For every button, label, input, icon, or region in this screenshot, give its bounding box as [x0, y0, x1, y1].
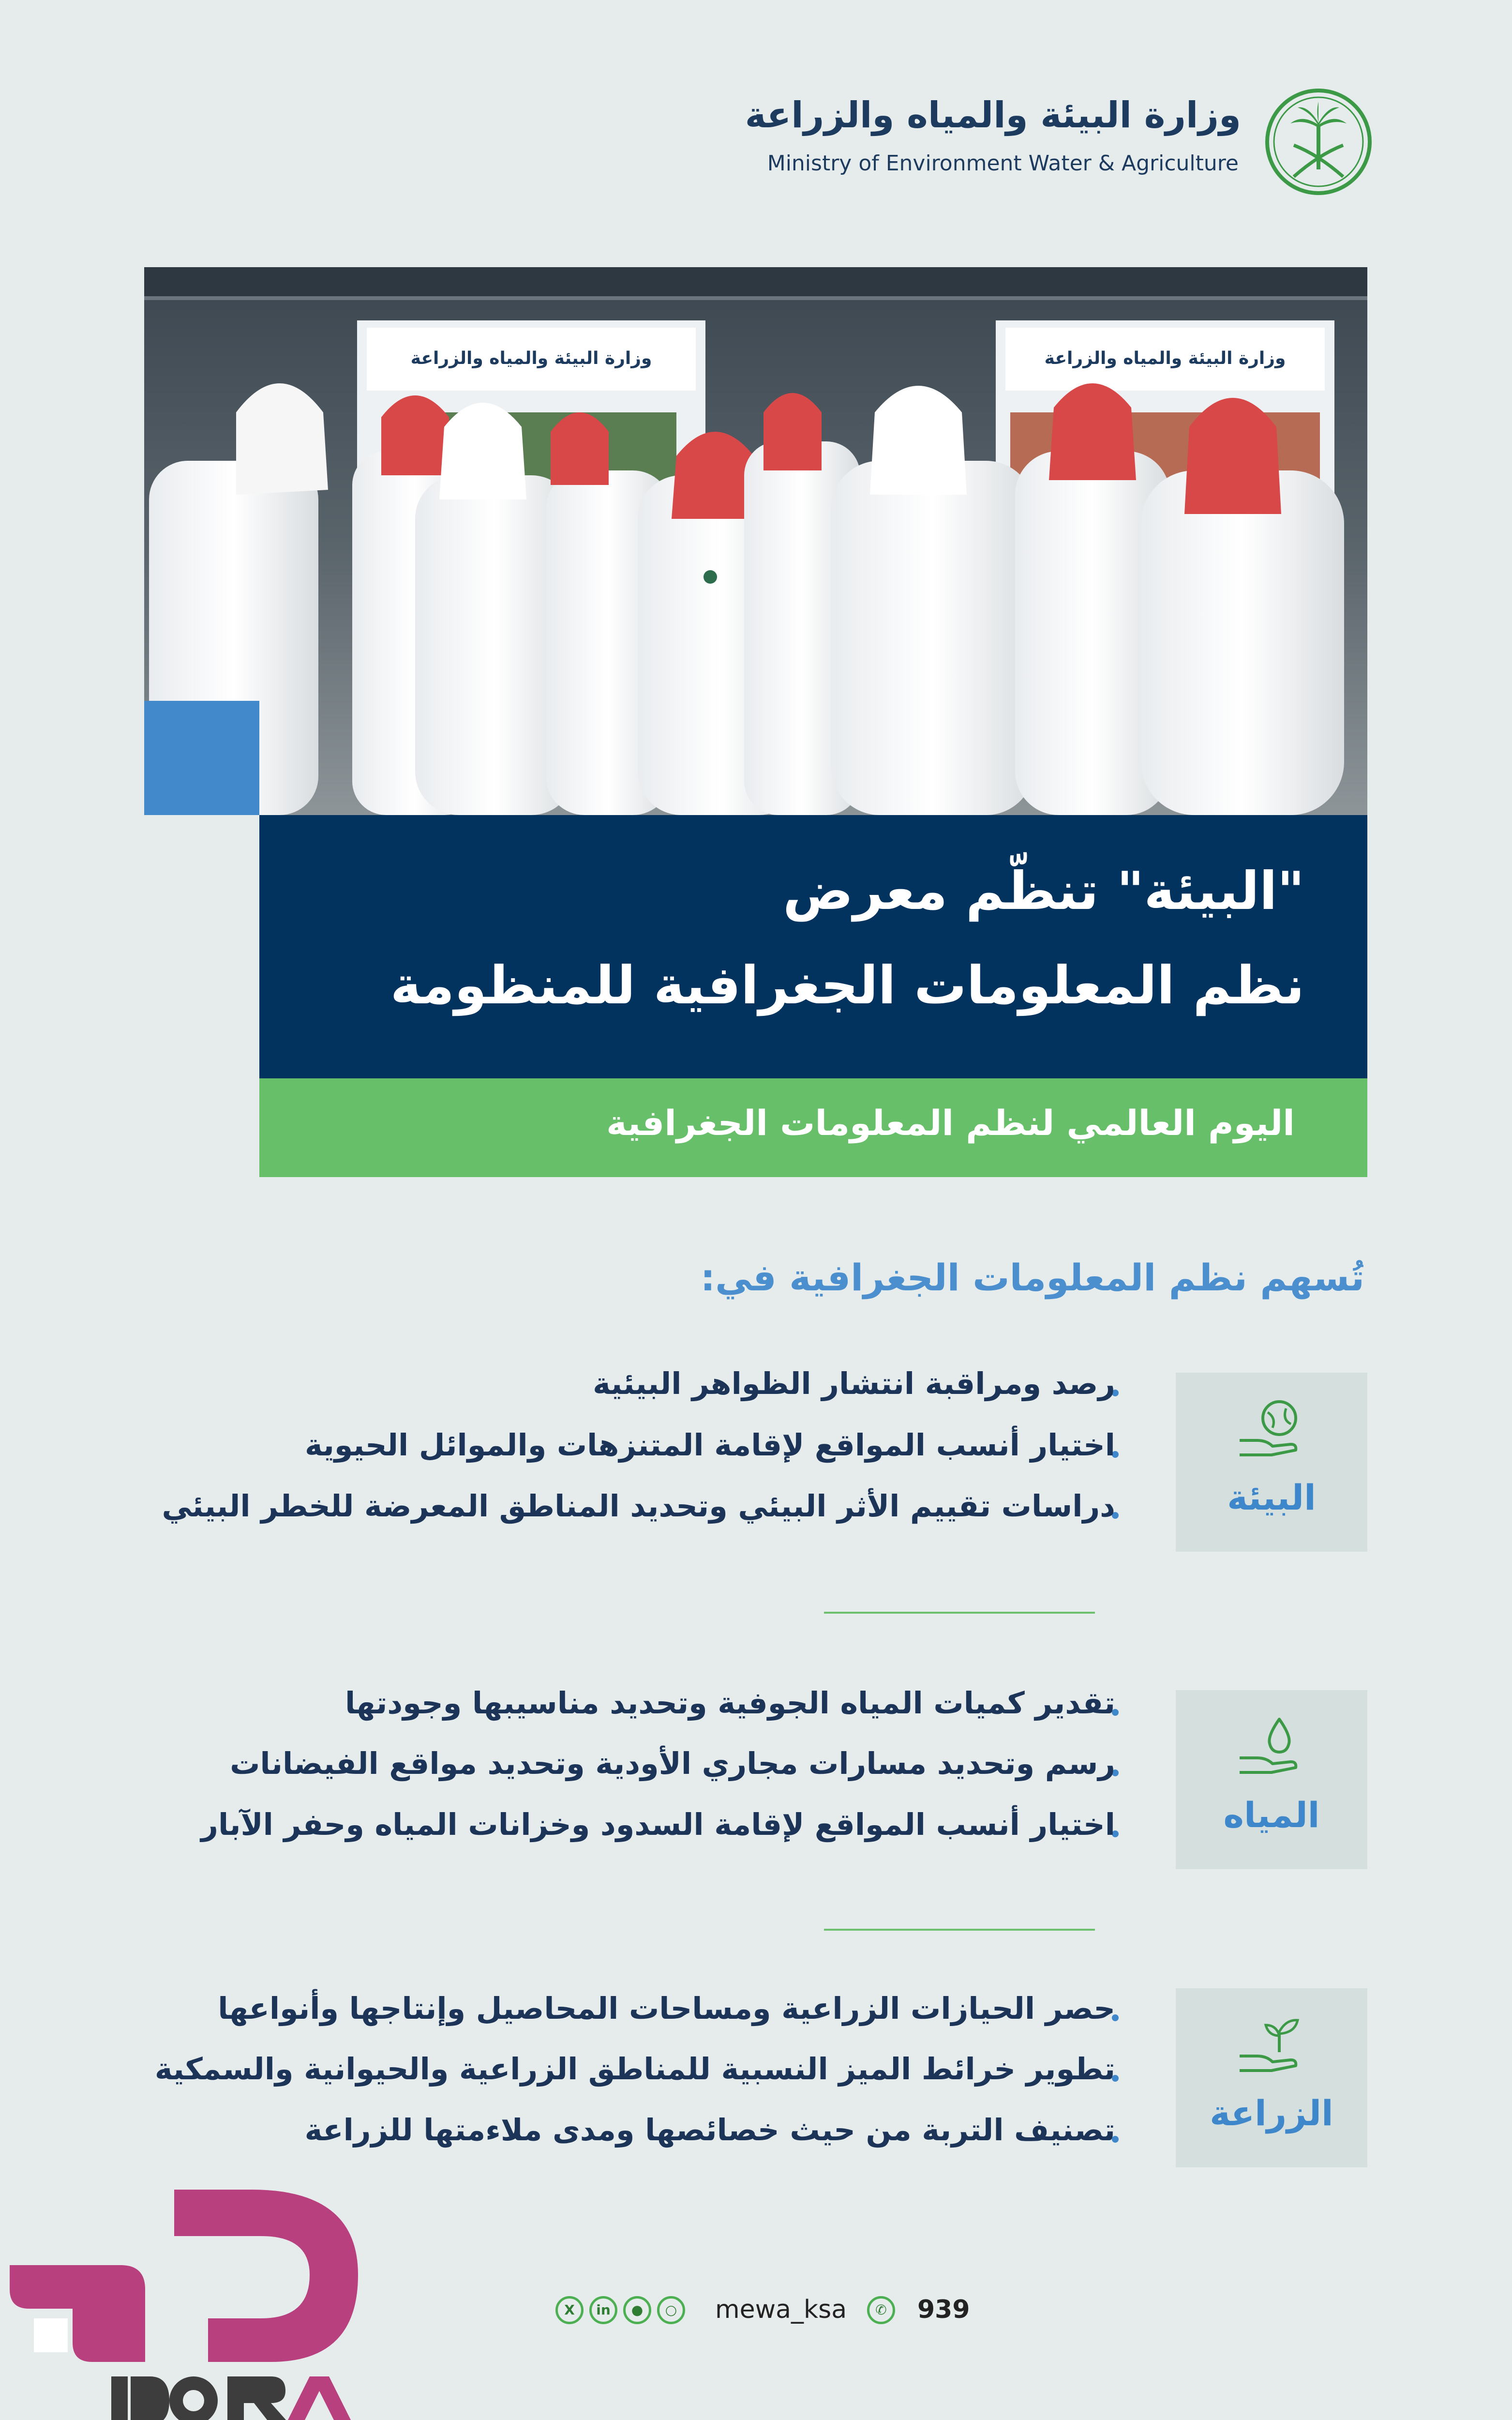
list-item: اختيار أنسب المواقع لإقامة السدود وخزانات المياه وحفر الآبار: [201, 1807, 1115, 1842]
phone-icon[interactable]: ✆: [867, 2296, 895, 2324]
ministry-name-english: Ministry of Environment Water & Agriculture: [767, 151, 1239, 176]
backdrop-text-right: وزارة البيئة والمياه والزراعة: [1044, 348, 1286, 368]
intro-heading: تُسهم نظم المعلومات الجغرافية في:: [700, 1256, 1364, 1299]
x-icon[interactable]: X: [555, 2296, 584, 2324]
subtitle-text: اليوم العالمي لنظم المعلومات الجغرافية: [606, 1103, 1295, 1143]
list-item: تطوير خرائط الميز النسبية للمناطق الزراعية والحيوانية والسمكية: [154, 2051, 1115, 2087]
dora-watermark-logo: [0, 2188, 368, 2420]
social-handle[interactable]: mewa_ksa: [715, 2295, 847, 2324]
instagram-icon[interactable]: ○: [657, 2296, 685, 2324]
title-line-1: "البيئة" تنظّم معرض: [783, 861, 1304, 922]
hand-sprout-icon: [1238, 2014, 1305, 2077]
exhibition-photo: [144, 267, 1367, 815]
snapchat-icon[interactable]: ●: [623, 2296, 651, 2324]
list-item: تقدير كميات المياه الجوفية وتحديد مناسيبها وجودتها: [344, 1685, 1115, 1721]
card-label-environment: البيئة: [1227, 1477, 1316, 1518]
list-item: دراسات تقييم الأثر البيئي وتحديد المناطق المعرضة للخطر البيئي: [162, 1488, 1115, 1524]
palm-swords-emblem-icon: [1264, 87, 1373, 197]
card-water: [1176, 1690, 1367, 1869]
title-line-2: نظم المعلومات الجغرافية للمنظومة: [390, 955, 1304, 1016]
hand-water-drop-icon: [1238, 1716, 1305, 1779]
ministry-name-arabic: وزارة البيئة والمياه والزراعة: [745, 94, 1241, 136]
card-agriculture: [1176, 1988, 1367, 2167]
card-label-water: المياه: [1223, 1795, 1320, 1835]
list-item: رصد ومراقبة انتشار الظواهر البيئية: [593, 1366, 1115, 1401]
phone-number[interactable]: 939: [917, 2295, 970, 2324]
section-divider: [824, 1612, 1095, 1614]
list-item: تصنيف التربة من حيث خصائصها ومدى ملاءمتها للزراعة: [304, 2112, 1115, 2148]
subtitle-band: [259, 1078, 1367, 1177]
title-band: [259, 815, 1367, 1078]
linkedin-icon[interactable]: in: [589, 2296, 617, 2324]
card-label-agriculture: الزراعة: [1210, 2093, 1333, 2133]
backdrop-text-left: وزارة البيئة والمياه والزراعة: [410, 348, 652, 368]
decorative-blue-square: [144, 701, 259, 815]
section-divider: [824, 1929, 1095, 1931]
list-item: رسم وتحديد مسارات مجاري الأودية وتحديد مواقع الفيضانات: [230, 1746, 1115, 1781]
list-item: حصر الحيازات الزراعية ومساحات المحاصيل وإنتاجها وأنواعها: [218, 1991, 1115, 2026]
card-environment: [1176, 1373, 1367, 1552]
list-item: اختيار أنسب المواقع لإقامة المتنزهات والموائل الحيوية: [305, 1427, 1115, 1463]
hand-globe-icon: [1238, 1399, 1305, 1462]
